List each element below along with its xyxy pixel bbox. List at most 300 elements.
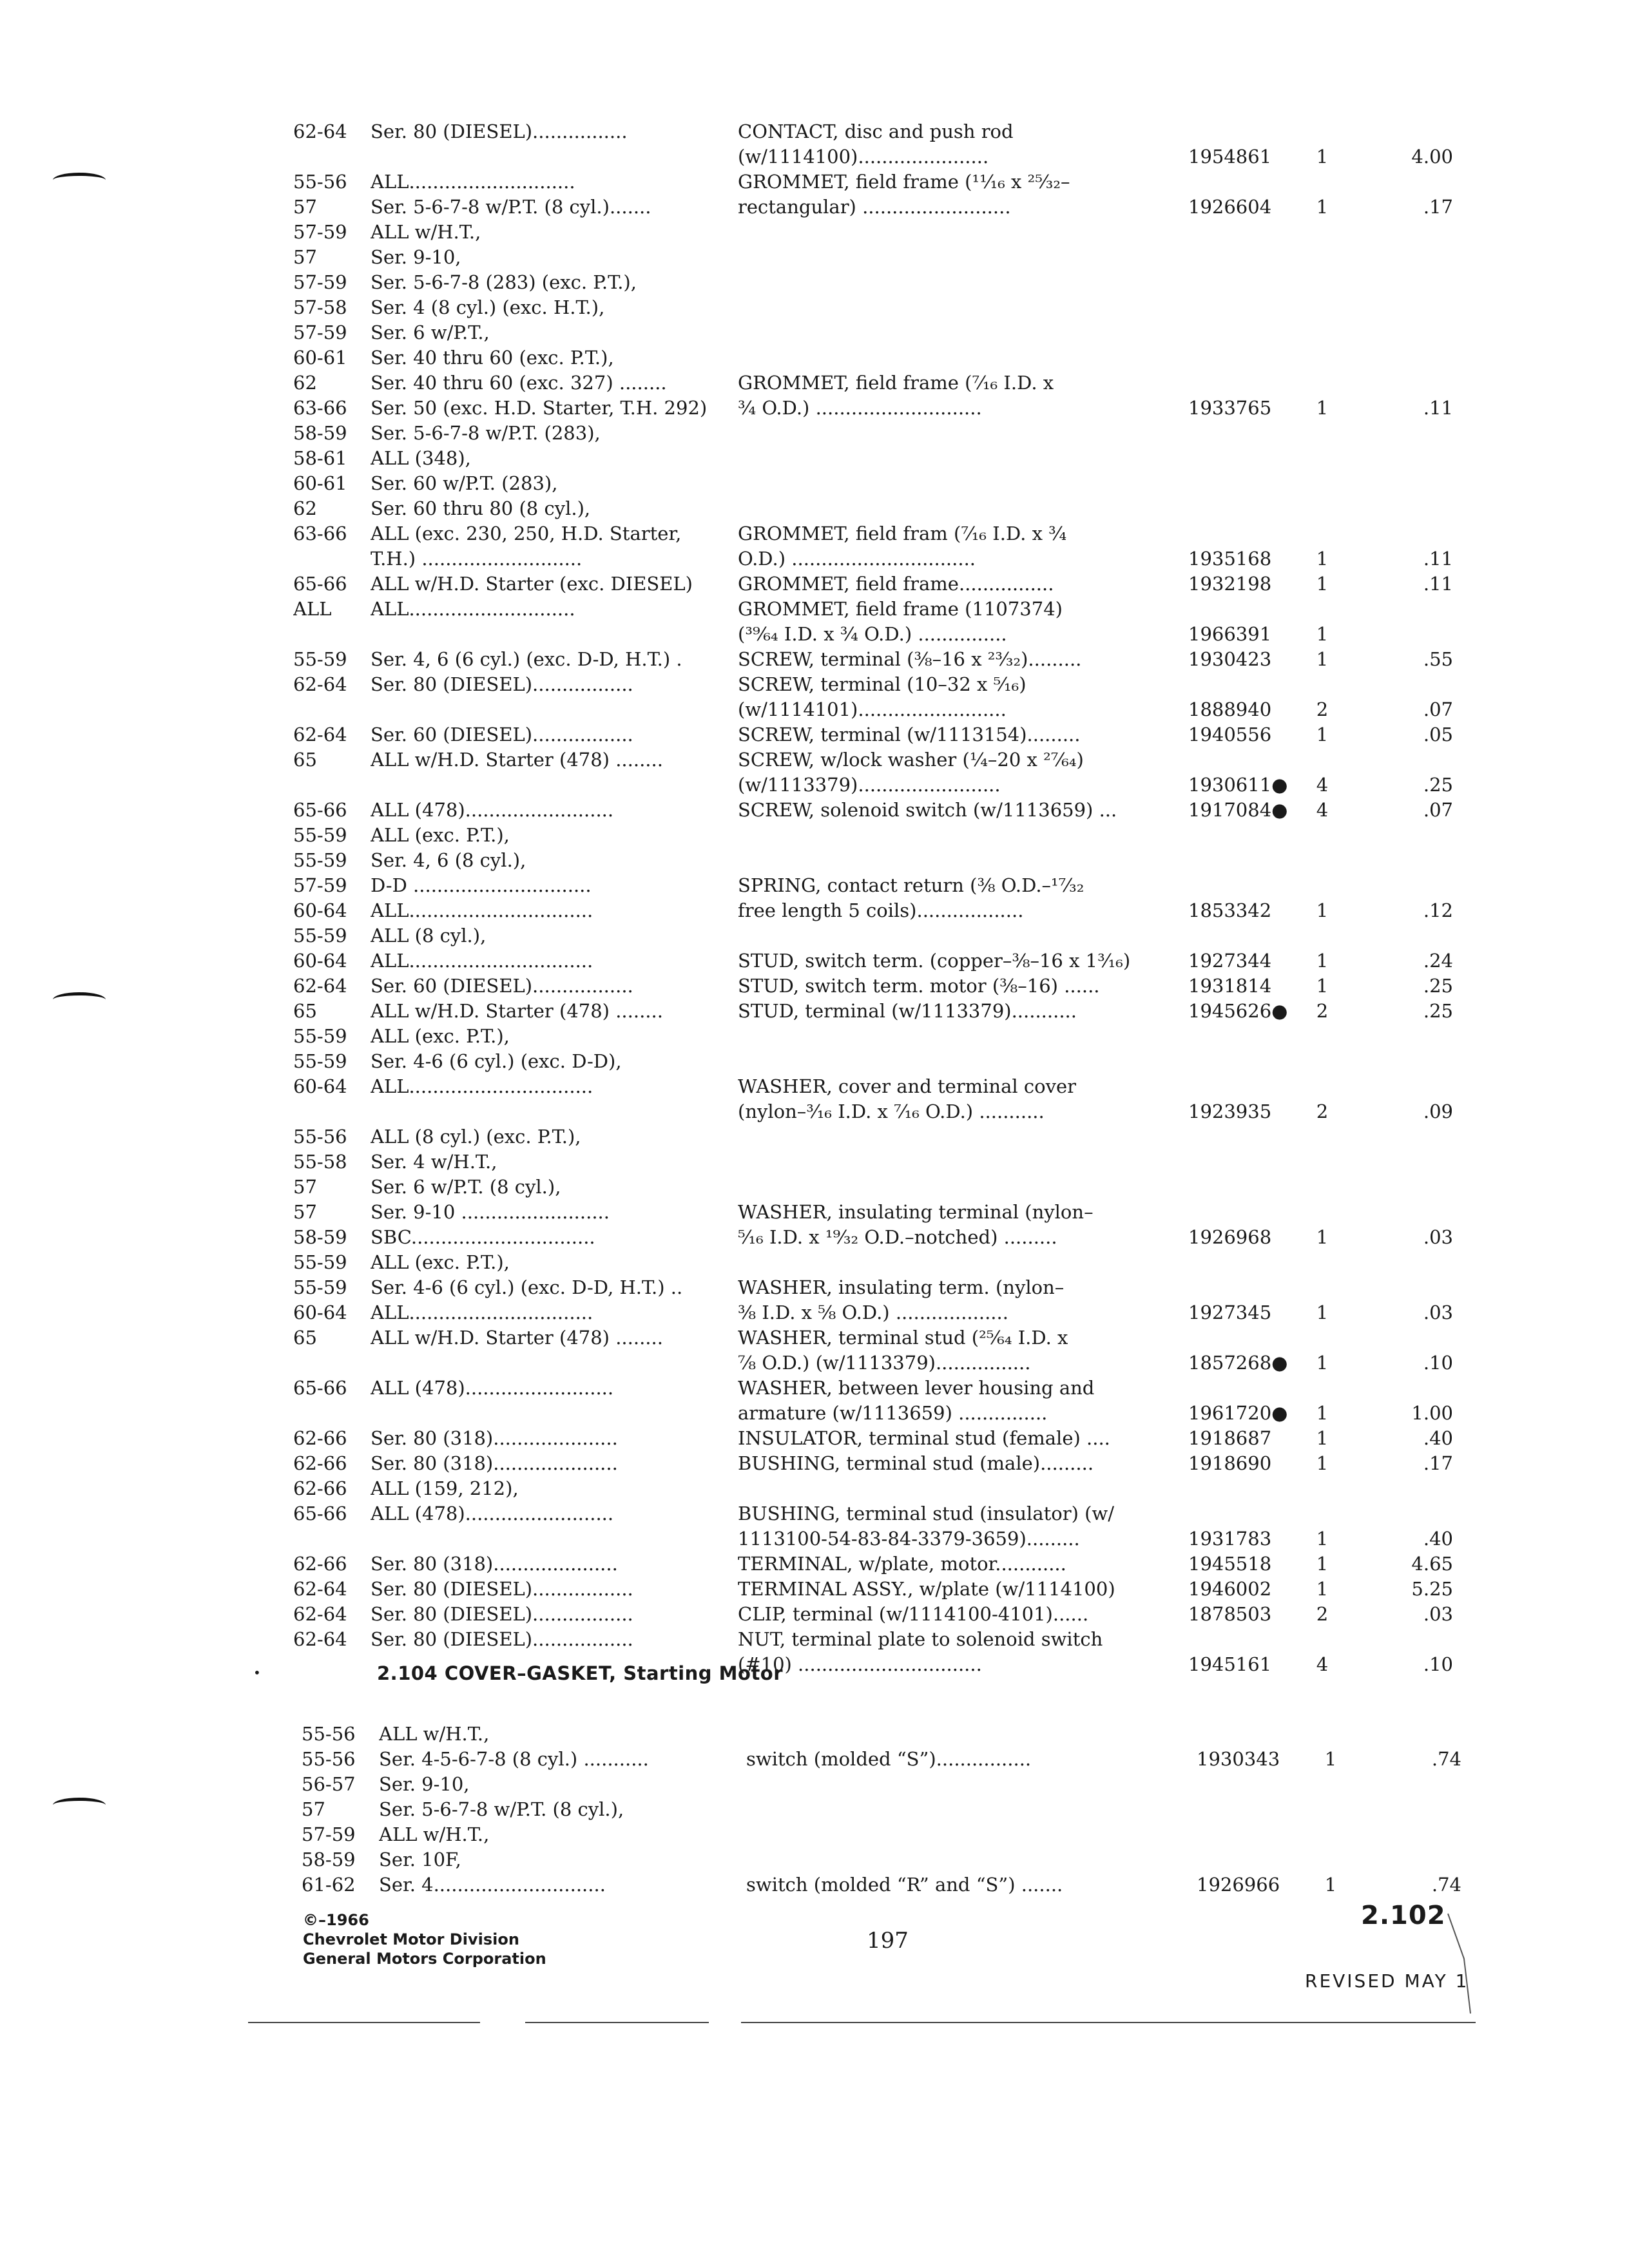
part-number: 1931814	[1188, 975, 1272, 997]
part-number: 1927345	[1188, 1302, 1272, 1323]
quantity: 1	[1316, 975, 1329, 997]
part-row	[302, 1872, 1481, 1898]
part-number: 1961720●	[1188, 1402, 1288, 1424]
list-price: .17	[1423, 1452, 1453, 1474]
part-row	[293, 923, 1472, 948]
part-row	[293, 873, 1472, 898]
part-description: WASHER, terminal stud (²⁵⁄₆₄ I.D. x	[738, 1327, 1068, 1349]
part-number: 1926968	[1188, 1226, 1272, 1248]
year-range: 65-66	[293, 573, 347, 595]
part-row	[293, 1049, 1472, 1074]
quantity: 1	[1316, 950, 1329, 972]
part-description: (#10) ...............................	[738, 1653, 982, 1675]
part-number: 1966391	[1188, 623, 1272, 645]
quantity: 1	[1316, 1427, 1329, 1449]
list-price: .11	[1423, 548, 1453, 570]
list-price: .07	[1423, 799, 1453, 821]
part-row	[293, 1325, 1472, 1350]
part-row	[293, 1627, 1472, 1652]
part-row	[293, 622, 1472, 647]
part-description: BUSHING, terminal stud (male).........	[738, 1452, 1094, 1474]
year-range: 56-57	[302, 1773, 356, 1795]
list-price: .40	[1423, 1528, 1453, 1550]
part-description: WASHER, insulating terminal (nylon–	[738, 1201, 1094, 1223]
section-number: 2.102	[1361, 1901, 1446, 1930]
year-range: 55-58	[293, 1151, 347, 1173]
part-description: O.D.) ...............................	[738, 548, 976, 570]
year-range: 57	[302, 1798, 325, 1820]
part-row	[293, 1577, 1472, 1602]
application: Ser. 4-6 (6 cyl.) (exc. D-D, H.T.) ..	[371, 1276, 683, 1298]
application: ALL...............................	[371, 950, 593, 972]
application: ALL (exc. P.T.),	[371, 1025, 510, 1047]
part-row	[293, 421, 1472, 446]
part-row	[293, 295, 1472, 320]
part-number: 1940556	[1188, 724, 1272, 745]
list-price: 4.65	[1411, 1553, 1453, 1575]
part-description: GROMMET, field frame (¹¹⁄₁₆ x ²⁵⁄₃₂–	[738, 171, 1070, 193]
list-price: .74	[1431, 1874, 1461, 1896]
part-description: SCREW, w/lock washer (¼–20 x ²⁷⁄₆₄)	[738, 749, 1084, 771]
part-number: 1923935	[1188, 1100, 1272, 1122]
part-row	[293, 1426, 1472, 1451]
quantity: 4	[1316, 774, 1329, 796]
part-row	[293, 1124, 1472, 1149]
year-range: 65	[293, 1327, 317, 1349]
part-description: CONTACT, disc and push rod	[738, 120, 1014, 142]
part-row	[293, 1200, 1472, 1225]
part-description: TERMINAL ASSY., w/plate (w/1114100)	[738, 1578, 1115, 1600]
part-row	[293, 697, 1472, 722]
year-range: 55-59	[293, 1025, 347, 1047]
quantity: 1	[1316, 1578, 1329, 1600]
part-row	[302, 1797, 1481, 1822]
year-range: 62-64	[293, 1628, 347, 1650]
year-range: 55-59	[293, 1276, 347, 1298]
quantity: 1	[1324, 1874, 1337, 1896]
copyright: ©–1966	[303, 1911, 369, 1929]
list-price: .11	[1423, 573, 1453, 595]
application: Ser. 6 w/P.T. (8 cyl.),	[371, 1176, 561, 1198]
part-number: 1954861	[1188, 146, 1272, 168]
application: ALL...............................	[371, 899, 593, 921]
year-range: 65	[293, 749, 317, 771]
application: Ser. 4 w/H.T.,	[371, 1151, 497, 1173]
part-row	[293, 396, 1472, 421]
application: Ser. 5-6-7-8 w/P.T. (8 cyl.).......	[371, 196, 651, 218]
part-row	[293, 823, 1472, 848]
quantity: 1	[1316, 1302, 1329, 1323]
part-row	[293, 597, 1472, 622]
year-range: 60-64	[293, 1302, 347, 1323]
year-range: 62-66	[293, 1553, 347, 1575]
part-row	[293, 1501, 1472, 1526]
list-price: .12	[1423, 899, 1453, 921]
part-row	[302, 1747, 1481, 1772]
part-description: GROMMET, field frame (1107374)	[738, 598, 1063, 620]
year-range: 57-59	[293, 322, 347, 343]
part-description: INSULATOR, terminal stud (female) ....	[738, 1427, 1110, 1449]
quantity: 2	[1316, 698, 1329, 720]
quantity: 1	[1316, 1452, 1329, 1474]
year-range: 62-64	[293, 1603, 347, 1625]
application: Ser. 4, 6 (6 cyl.) (exc. D-D, H.T.) .	[371, 648, 682, 670]
application: Ser. 80 (DIESEL)................	[371, 120, 628, 142]
application: Ser. 4.............................	[379, 1874, 606, 1896]
section-heading: 2.104 COVER–GASKET, Starting Motor	[377, 1662, 784, 1684]
year-range: 55-59	[293, 1050, 347, 1072]
part-description: SPRING, contact return (⅜ O.D.–¹⁷⁄₃₂	[738, 874, 1084, 896]
application: Ser. 60 (DIESEL).................	[371, 975, 633, 997]
part-number: 1930611●	[1188, 774, 1288, 796]
application: ALL (exc. P.T.),	[371, 824, 510, 846]
application: ALL...............................	[371, 1302, 593, 1323]
part-description: SCREW, solenoid switch (w/1113659) ...	[738, 799, 1117, 821]
list-price: .03	[1423, 1603, 1453, 1625]
application: Ser. 4-6 (6 cyl.) (exc. D-D),	[371, 1050, 622, 1072]
quantity: 2	[1316, 1100, 1329, 1122]
list-price: .03	[1423, 1226, 1453, 1248]
part-row	[302, 1847, 1481, 1872]
application: Ser. 60 thru 80 (8 cyl.),	[371, 497, 591, 519]
part-description: WASHER, insulating term. (nylon–	[738, 1276, 1065, 1298]
part-row	[293, 169, 1472, 195]
year-range: 60-64	[293, 1075, 347, 1097]
part-row	[293, 672, 1472, 697]
quantity: 1	[1316, 623, 1329, 645]
application: Ser. 80 (DIESEL).................	[371, 1628, 633, 1650]
application: ALL (exc. 230, 250, H.D. Starter,	[371, 523, 682, 544]
list-price: .05	[1423, 724, 1453, 745]
part-row	[293, 496, 1472, 521]
application: T.H.) ...........................	[371, 548, 583, 570]
section-bullet: •	[253, 1665, 261, 1680]
quantity: 1	[1316, 397, 1329, 419]
year-range: 55-56	[302, 1723, 356, 1745]
part-description: ⅜ I.D. x ⅝ O.D.) ...................	[738, 1302, 1008, 1323]
application: Ser. 6 w/P.T.,	[371, 322, 490, 343]
year-range: 62-64	[293, 673, 347, 695]
publisher-block	[303, 1910, 546, 1968]
year-range: 55-59	[293, 824, 347, 846]
year-range: 57-59	[302, 1823, 356, 1845]
year-range: 55-59	[293, 648, 347, 670]
application: Ser. 4 (8 cyl.) (exc. H.T.),	[371, 296, 605, 318]
application: ALL...............................	[371, 1075, 593, 1097]
application: Ser. 80 (DIESEL).................	[371, 1578, 633, 1600]
part-row	[293, 471, 1472, 496]
part-row	[293, 546, 1472, 572]
footer-rule	[248, 2022, 480, 2023]
application: Ser. 4-5-6-7-8 (8 cyl.) ...........	[379, 1748, 649, 1770]
part-number: 1927344	[1188, 950, 1272, 972]
year-range: 58-59	[302, 1849, 356, 1870]
part-description: WASHER, cover and terminal cover	[738, 1075, 1077, 1097]
application: ALL (478).........................	[371, 799, 614, 821]
part-number: 1933765	[1188, 397, 1272, 419]
application: Ser. 5-6-7-8 w/P.T. (283),	[371, 422, 601, 444]
application: Ser. 9-10,	[371, 246, 461, 268]
part-row	[293, 1275, 1472, 1300]
application: SBC...............................	[371, 1226, 595, 1248]
part-number: 1853342	[1188, 899, 1272, 921]
part-description: (w/1114100)......................	[738, 146, 989, 168]
year-range: 57	[293, 1176, 317, 1198]
quantity: 2	[1316, 1000, 1329, 1022]
part-row	[293, 1350, 1472, 1376]
year-range: 65-66	[293, 1377, 347, 1399]
part-row	[293, 195, 1472, 220]
list-price: .55	[1423, 648, 1453, 670]
application: Ser. 9-10,	[379, 1773, 470, 1795]
part-number: 1946002	[1188, 1578, 1272, 1600]
application: Ser. 4, 6 (8 cyl.),	[371, 849, 526, 871]
part-row	[293, 848, 1472, 873]
application: ALL w/H.T.,	[379, 1723, 490, 1745]
part-row	[293, 370, 1472, 396]
year-range: 55-59	[293, 849, 347, 871]
part-row	[293, 1149, 1472, 1175]
part-row	[293, 1300, 1472, 1325]
year-range: 60-61	[293, 472, 347, 494]
part-row	[293, 1451, 1472, 1476]
part-row	[293, 1401, 1472, 1426]
quantity: 1	[1316, 1528, 1329, 1550]
application: ALL w/H.T.,	[379, 1823, 490, 1845]
year-range: 57-59	[293, 874, 347, 896]
part-description: ⅞ O.D.) (w/1113379)................	[738, 1352, 1031, 1374]
year-range: 65-66	[293, 799, 347, 821]
part-row	[293, 270, 1472, 295]
quantity: 1	[1316, 899, 1329, 921]
part-description: ¾ O.D.) ............................	[738, 397, 982, 419]
year-range: 57	[293, 1201, 317, 1223]
part-row	[302, 1822, 1481, 1847]
part-description: (w/1114101).........................	[738, 698, 1007, 720]
year-range: 61-62	[302, 1874, 356, 1896]
part-row	[293, 1175, 1472, 1200]
quantity: 1	[1316, 196, 1329, 218]
part-row	[293, 1099, 1472, 1124]
year-range: 60-64	[293, 950, 347, 972]
year-range: 55-56	[293, 171, 347, 193]
footer-rule	[525, 2022, 709, 2023]
application: ALL............................	[371, 598, 575, 620]
list-price: .25	[1423, 1000, 1453, 1022]
quantity: 2	[1316, 1603, 1329, 1625]
part-number: 1945161	[1188, 1653, 1272, 1675]
list-price: .10	[1423, 1352, 1453, 1374]
year-range: 55-56	[293, 1126, 347, 1148]
scan-artifact-line	[1445, 1901, 1477, 2017]
year-range: 58-59	[293, 422, 347, 444]
quantity: 4	[1316, 799, 1329, 821]
application: ALL w/H.D. Starter (exc. DIESEL)	[371, 573, 693, 595]
year-range: 62-64	[293, 120, 347, 142]
year-range: 62	[293, 372, 317, 394]
list-price: .24	[1423, 950, 1453, 972]
application: Ser. 60 w/P.T. (283),	[371, 472, 558, 494]
part-number: 1888940	[1188, 698, 1272, 720]
part-number: 1930343	[1197, 1748, 1280, 1770]
part-row	[293, 144, 1472, 169]
year-range: 62-66	[293, 1427, 347, 1449]
application: Ser. 80 (318).....................	[371, 1452, 618, 1474]
part-row	[293, 572, 1472, 597]
part-row	[293, 773, 1472, 798]
part-row	[293, 1376, 1472, 1401]
application: Ser. 80 (318).....................	[371, 1553, 618, 1575]
application: ALL w/H.D. Starter (478) ........	[371, 1000, 663, 1022]
part-row	[293, 1476, 1472, 1501]
year-range: ALL	[293, 598, 332, 620]
corporation-name: General Motors Corporation	[303, 1950, 546, 1968]
quantity: 4	[1316, 1653, 1329, 1675]
page-number: 197	[867, 1928, 909, 1954]
application: ALL w/H.T.,	[371, 221, 481, 243]
binder-hole-mark	[53, 173, 106, 187]
part-description: (nylon–³⁄₁₆ I.D. x ⁷⁄₁₆ O.D.) ...........	[738, 1100, 1045, 1122]
binder-hole-mark	[53, 1798, 106, 1812]
part-row	[293, 345, 1472, 370]
part-row	[293, 320, 1472, 345]
part-row	[293, 948, 1472, 974]
year-range: 55-56	[302, 1748, 356, 1770]
year-range: 57-59	[293, 271, 347, 293]
part-description: SCREW, terminal (10–32 x ⁵⁄₁₆)	[738, 673, 1027, 695]
part-number: 1926604	[1188, 196, 1272, 218]
application: Ser. 60 (DIESEL).................	[371, 724, 633, 745]
year-range: 57-59	[293, 221, 347, 243]
year-range: 60-61	[293, 347, 347, 369]
part-row	[293, 1602, 1472, 1627]
year-range: 58-59	[293, 1226, 347, 1248]
part-row	[293, 1225, 1472, 1250]
part-description: GROMMET, field frame................	[738, 573, 1054, 595]
part-number: 1945626●	[1188, 1000, 1288, 1022]
list-price: 5.25	[1411, 1578, 1453, 1600]
year-range: 62-64	[293, 975, 347, 997]
year-range: 62	[293, 497, 317, 519]
year-range: 58-61	[293, 447, 347, 469]
part-description: GROMMET, field fram (⁷⁄₁₆ I.D. x ¾	[738, 523, 1067, 544]
application: Ser. 5-6-7-8 w/P.T. (8 cyl.),	[379, 1798, 624, 1820]
part-row	[293, 245, 1472, 270]
application: ALL w/H.D. Starter (478) ........	[371, 1327, 663, 1349]
year-range: 60-64	[293, 899, 347, 921]
list-price: .07	[1423, 698, 1453, 720]
part-description: STUD, terminal (w/1113379)...........	[738, 1000, 1077, 1022]
part-description: STUD, switch term. (copper–⅜–16 x 1³⁄₁₆)	[738, 950, 1131, 972]
application: Ser. 50 (exc. H.D. Starter, T.H. 292)	[371, 397, 708, 419]
year-range: 65	[293, 1000, 317, 1022]
year-range: 65-66	[293, 1503, 347, 1524]
part-description: switch (molded “R” and “S”) .......	[746, 1874, 1063, 1896]
application: Ser. 80 (DIESEL).................	[371, 673, 633, 695]
part-row	[293, 999, 1472, 1024]
part-row	[293, 1074, 1472, 1099]
application: Ser. 10F,	[379, 1849, 461, 1870]
application: ALL (159, 212),	[371, 1477, 519, 1499]
list-price: 1.00	[1411, 1402, 1453, 1424]
part-row	[293, 1250, 1472, 1275]
part-description: free length 5 coils)..................	[738, 899, 1024, 921]
part-number: 1930423	[1188, 648, 1272, 670]
part-description: WASHER, between lever housing and	[738, 1377, 1095, 1399]
year-range: 57	[293, 196, 317, 218]
application: ALL w/H.D. Starter (478) ........	[371, 749, 663, 771]
part-number: 1926966	[1197, 1874, 1280, 1896]
list-price: .17	[1423, 196, 1453, 218]
application: Ser. 80 (DIESEL).................	[371, 1603, 633, 1625]
part-description: switch (molded “S”)................	[746, 1748, 1032, 1770]
application: ALL (exc. P.T.),	[371, 1251, 510, 1273]
year-range: 62-66	[293, 1477, 347, 1499]
application: Ser. 40 thru 60 (exc. P.T.),	[371, 347, 614, 369]
part-row	[293, 1552, 1472, 1577]
application: ALL (478).........................	[371, 1377, 614, 1399]
part-row	[302, 1772, 1481, 1797]
quantity: 1	[1316, 548, 1329, 570]
part-number: 1932198	[1188, 573, 1272, 595]
application: Ser. 9-10 .........................	[371, 1201, 610, 1223]
part-row	[293, 119, 1472, 144]
year-range: 62-64	[293, 724, 347, 745]
part-description: NUT, terminal plate to solenoid switch	[738, 1628, 1103, 1650]
revised-date: REVISED MAY 1	[1305, 1970, 1469, 1992]
year-range: 63-66	[293, 397, 347, 419]
quantity: 1	[1316, 648, 1329, 670]
part-description: CLIP, terminal (w/1114100-4101)......	[738, 1603, 1089, 1625]
part-number: 1917084●	[1188, 799, 1288, 821]
parts-list	[293, 119, 1472, 1677]
application: ALL (8 cyl.) (exc. P.T.),	[371, 1126, 581, 1148]
part-description: 1113100-54-83-84-3379-3659).........	[738, 1528, 1080, 1550]
part-row	[293, 974, 1472, 999]
part-number: 1878503	[1188, 1603, 1272, 1625]
part-row	[293, 220, 1472, 245]
quantity: 1	[1316, 573, 1329, 595]
part-row	[293, 898, 1472, 923]
part-row	[293, 1024, 1472, 1049]
part-description: SCREW, terminal (⅜–16 x ²³⁄₃₂).........	[738, 648, 1082, 670]
application: ALL (348),	[371, 447, 471, 469]
year-range: 55-59	[293, 1251, 347, 1273]
part-number: 1918690	[1188, 1452, 1272, 1474]
quantity: 1	[1324, 1748, 1337, 1770]
year-range: 55-59	[293, 925, 347, 947]
part-description: GROMMET, field frame (⁷⁄₁₆ I.D. x	[738, 372, 1054, 394]
list-price: .74	[1431, 1748, 1461, 1770]
application: D-D ..............................	[371, 874, 592, 896]
division-name: Chevrolet Motor Division	[303, 1930, 519, 1948]
application: ALL............................	[371, 171, 575, 193]
part-description: TERMINAL, w/plate, motor............	[738, 1553, 1066, 1575]
year-range: 57-58	[293, 296, 347, 318]
part-number: 1931783	[1188, 1528, 1272, 1550]
part-description: SCREW, terminal (w/1113154).........	[738, 724, 1081, 745]
application: Ser. 5-6-7-8 (283) (exc. P.T.),	[371, 271, 637, 293]
part-number: 1935168	[1188, 548, 1272, 570]
quantity: 1	[1316, 1553, 1329, 1575]
quantity: 1	[1316, 724, 1329, 745]
list-price: .03	[1423, 1302, 1453, 1323]
list-price: .11	[1423, 397, 1453, 419]
quantity: 1	[1316, 146, 1329, 168]
part-row	[302, 1722, 1481, 1747]
part-row	[293, 1526, 1472, 1552]
parts-list-cover-gasket	[302, 1722, 1481, 1898]
